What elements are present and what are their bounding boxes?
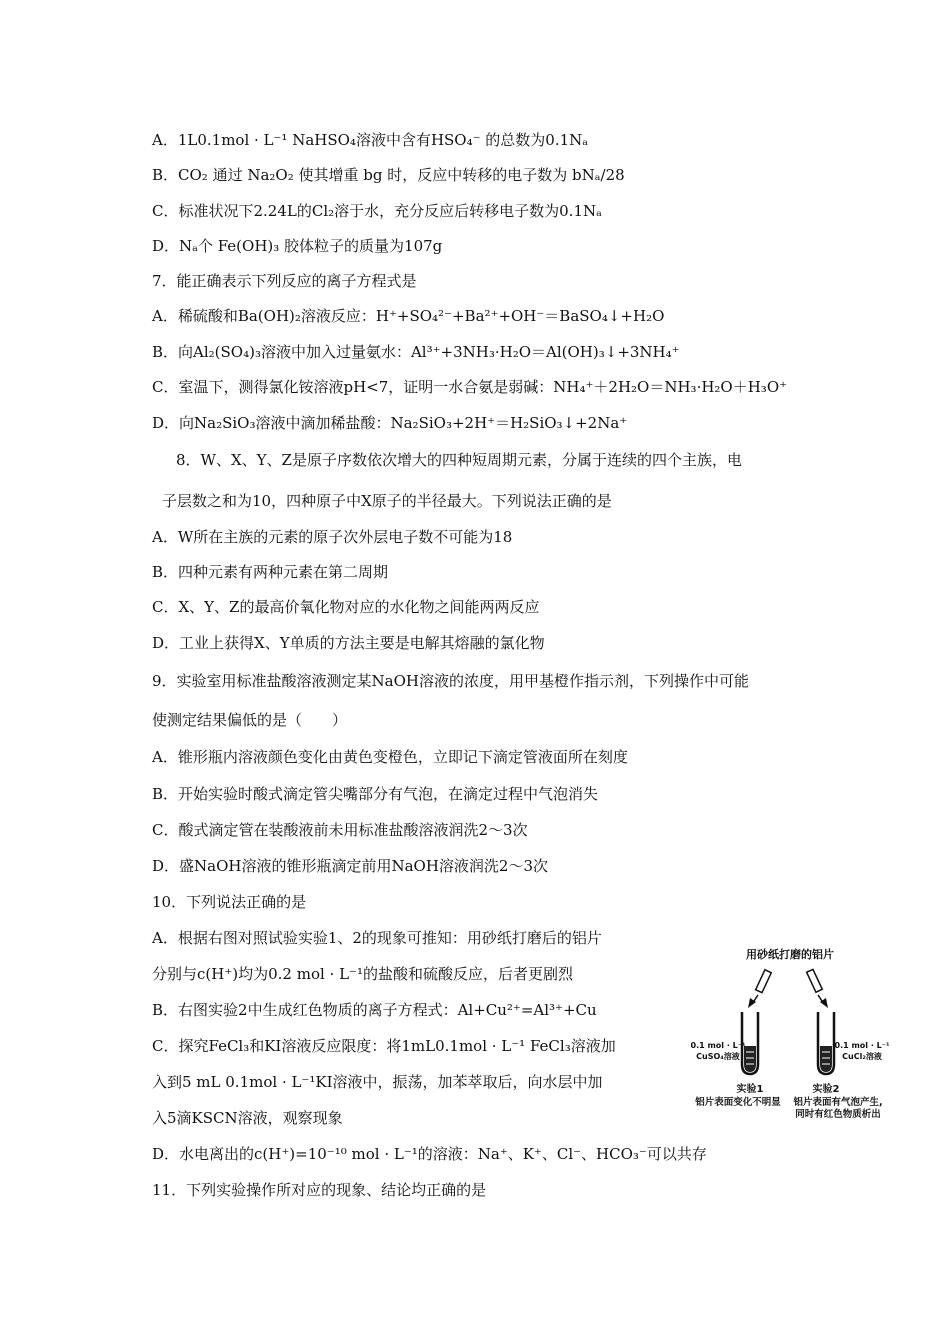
q8-option-b: B．四种元素有两种元素在第二周期 xyxy=(152,563,389,581)
caption1-line1: 实验1 xyxy=(736,1084,764,1095)
tube2-label-line2: CuCl₂溶液 xyxy=(842,1052,882,1061)
q9-stem-line2: 使测定结果偏低的是（ ） xyxy=(152,711,348,729)
caption1-line2: 铝片表面变化不明显 xyxy=(695,1097,781,1108)
q8-stem-line1: 8．W、X、Y、Z是原子序数依次增大的四种短周期元素，分属于连续的四个主族，电 xyxy=(176,451,742,469)
q6-option-d: D．Nₐ个 Fe(OH)₃ 胶体粒子的质量为107g xyxy=(152,237,443,255)
tube2-label-line1: 0.1 mol · L⁻¹ xyxy=(834,1041,890,1050)
q9-option-b: B．开始实验时酸式滴定管尖嘴部分有气泡，在滴定过程中气泡消失 xyxy=(152,785,599,803)
q8-option-a: A．W所在主族的元素的原子次外层电子数不可能为18 xyxy=(152,528,513,546)
q10-stem: 10．下列说法正确的是 xyxy=(152,893,307,911)
q10-option-b: B．右图实验2中生成红色物质的离子方程式：Al+Cu²⁺=Al³⁺+Cu xyxy=(152,1001,597,1019)
caption2-line2: 铝片表面有气泡产生, xyxy=(793,1097,883,1108)
q8-stem-line2: 子层数之和为10，四种原子中X原子的半径最大。下列说法正确的是 xyxy=(162,492,612,510)
q9-stem-line1: 9．实验室用标准盐酸溶液测定某NaOH溶液的浓度，用甲基橙作指示剂，下列操作中可能 xyxy=(152,672,749,690)
q9-option-a: A．锥形瓶内溶液颜色变化由黄色变橙色，立即记下滴定管液面所在刻度 xyxy=(152,748,628,766)
q10-option-d: D．水电离出的c(H⁺)=10⁻¹⁰ mol · L⁻¹的溶液：Na⁺、K⁺、Cl⁻、HCO₃⁻可以共存 xyxy=(152,1145,707,1163)
q6-option-a: A．1L0.1mol · L⁻¹ NaHSO₄溶液中含有HSO₄⁻ 的总数为0.1Nₐ xyxy=(152,131,589,149)
caption2-line3: 同时有红色物质析出 xyxy=(795,1109,881,1120)
tube1-label-line2: CuSO₄溶液 xyxy=(696,1052,740,1061)
q7-option-b: B．向Al₂(SO₄)₃溶液中加入过量氨水：Al³⁺+3NH₃·H₂O＝Al(OH)₃↓+3NH₄⁺ xyxy=(152,343,680,361)
q10-option-c-line1: C．探究FeCl₃和KI溶液反应限度：将1mL0.1mol · L⁻¹ FeCl₃溶液加 xyxy=(152,1037,616,1055)
q7-option-a: A．稀硫酸和Ba(OH)₂溶液反应：H⁺+SO₄²⁻+Ba²⁺+OH⁻＝BaSO₄↓+H₂O xyxy=(152,307,665,325)
aluminum-strip-right-icon xyxy=(807,969,828,1008)
q6-option-b: B．CO₂ 通过 Na₂O₂ 使其增重 bg 时，反应中转移的电子数为 bNₐ/28 xyxy=(152,166,625,184)
q8-option-d: D．工业上获得X、Y单质的方法主要是电解其熔融的氯化物 xyxy=(152,634,545,652)
test-tube-2-icon xyxy=(818,1012,834,1074)
q7-stem: 7．能正确表示下列反应的离子方程式是 xyxy=(152,272,417,290)
q10-option-a-line2: 分别与c(H⁺)均为0.2 mol · L⁻¹的盐酸和硫酸反应，后者更剧烈 xyxy=(152,965,573,983)
aluminum-strip-left-icon xyxy=(748,970,771,1008)
q9-option-d: D．盛NaOH溶液的锥形瓶滴定前用NaOH溶液润洗2～3次 xyxy=(152,857,549,875)
caption2-line1: 实验2 xyxy=(812,1084,840,1095)
q6-option-c: C．标准状况下2.24L的Cl₂溶于水，充分反应后转移电子数为0.1Nₐ xyxy=(152,202,602,220)
q7-option-d: D．向Na₂SiO₃溶液中滴加稀盐酸：Na₂SiO₃+2H⁺＝H₂SiO₃↓+2Na⁺ xyxy=(152,414,628,432)
tube1-label-line1: 0.1 mol · L⁻¹ xyxy=(690,1041,746,1050)
q10-option-c-line2: 入到5 mL 0.1mol · L⁻¹KI溶液中，振荡，加苯萃取后，向水层中加 xyxy=(152,1073,603,1091)
q7-option-c: C．室温下，测得氯化铵溶液pH<7，证明一水合氨是弱碱：NH₄⁺＋2H₂O＝NH₃·H₂O＋H₃O⁺ xyxy=(152,378,788,396)
q10-option-c-line3: 入5滴KSCN溶液，观察现象 xyxy=(152,1109,343,1127)
experiment-figure xyxy=(688,940,898,1120)
q11-stem: 11．下列实验操作所对应的现象、结论均正确的是 xyxy=(152,1181,487,1199)
q8-option-c: C．X、Y、Z的最高价氧化物对应的水化物之间能两两反应 xyxy=(152,598,540,616)
figure-title: 用砂纸打磨的铝片 xyxy=(746,948,834,961)
q10-option-a-line1: A．根据右图对照试验实验1、2的现象可推知：用砂纸打磨后的铝片 xyxy=(152,929,602,947)
q9-option-c: C．酸式滴定管在装酸液前未用标准盐酸溶液润洗2～3次 xyxy=(152,821,528,839)
